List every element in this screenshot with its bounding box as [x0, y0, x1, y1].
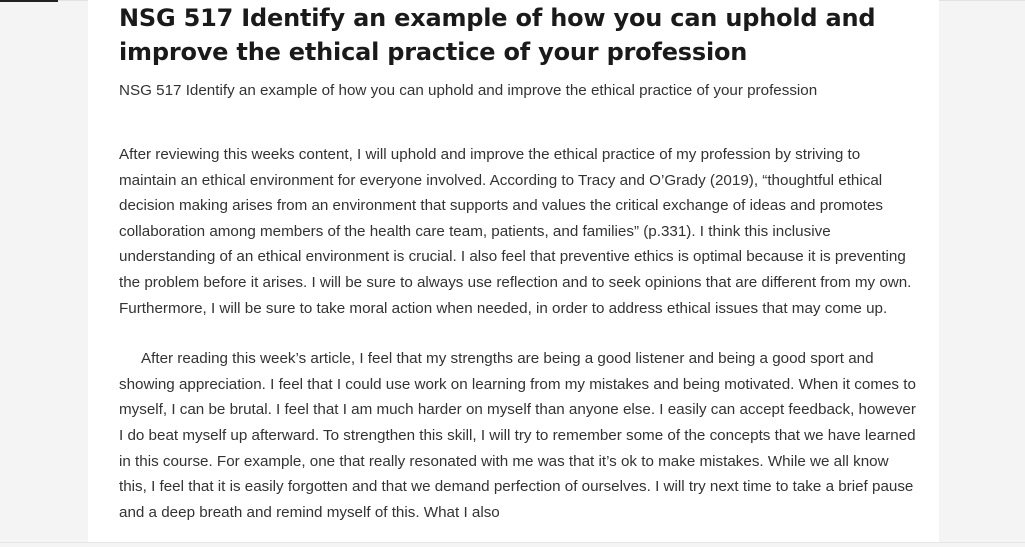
- bottom-edge: [0, 542, 1025, 547]
- article-paragraph: After reviewing this weeks content, I will uphold and improve the ethical practice of my profession by striving to maintain an ethical environment for everyone involved. According to Tracy and O’Grady (2019), “thoughtful ethical decision making arises from an environment that supports and values the critical exchange of ideas and promotes collaboration among members of the health care team, patients, and families” (p.331). I think this inclusive understanding of an ethical environment is crucial. I also feel that preventive ethics is optimal because it is preventing the problem before it arises. I will be sure to always use reflection and to seek opinions that are different from my own. Furthermore, I will be sure to take moral action when needed, in order to address ethical issues that may come up.: [119, 146, 912, 317]
- article-paragraph: After reading this week’s article, I feel that my strengths are being a good listener and being a good sport and showing appreciation. I feel that I could use work on learning from my mistakes and being motivated. When it comes to myself, I can be brutal. I feel that I am much harder on myself than anyone else. I easily can accept feedback, however I do beat myself up afterward. To strengthen this skill, I will try to remember some of the concepts that we have learned in this course. For example, one that really resonated with me was that it’s ok to make mistakes. While we all know this, I feel that it is easily forgotten and that we demand perfection of ourselves. I will try next time to take a brief pause and a deep breath and remind myself of this. What I also: [119, 350, 916, 521]
- top-bar-mark: [0, 0, 58, 2]
- article-content: [119, 0, 919, 525]
- article-title: NSG 517 Identify an example of how you can uphold and improve the ethical practice of your profession: [119, 4, 876, 66]
- article-subtitle: NSG 517 Identify an example of how you can uphold and improve the ethical practice of your profession: [119, 82, 818, 99]
- article-card: [88, 0, 939, 547]
